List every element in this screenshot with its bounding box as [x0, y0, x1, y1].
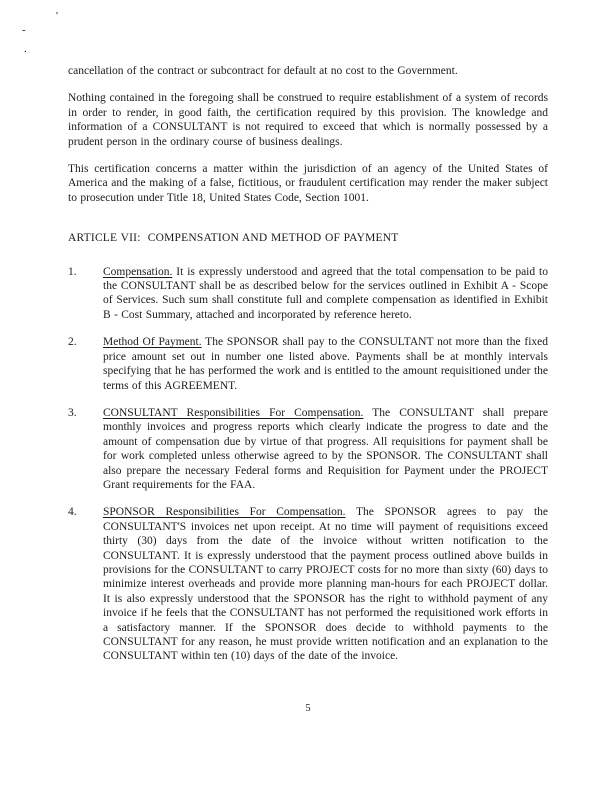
paragraph-certification: This certification concerns a matter within the jurisdiction of an agency of the United States of America and the making of a false, fictitious, or fraudulent certification may render the maker subject to prosecution under Title 18, United States Code, Section 1001.	[68, 163, 548, 204]
list-item-method-of-payment	[68, 335, 548, 393]
item-text: The CONSULTANT shall prepare monthly invoices and progress reports which clearly indicate the progress to date and the amount of compensation due by virtue of that progress. All requisitions for payment shall be for work completed unless otherwise agreed to by the SPONSOR. The CONSULTANT shall also prepare the necessary Federal forms and Requisition for Payment under the PROJECT Grant requirements for the FAA.	[103, 406, 548, 491]
scan-artifact: '	[56, 10, 58, 22]
page-number: 5	[305, 703, 311, 714]
item-number: 1.	[68, 265, 77, 278]
item-text: It is expressly understood and agreed that the total compensation to be paid to the CONSULTANT shall be as described below for the services outlined in Exhibit A - Scope of Services. Such sum shall constitute full and complete compensation as identified in Exhibit B - Cost Summary, attached and incorporated by reference hereto.	[103, 265, 548, 321]
article-heading: ARTICLE VII: COMPENSATION AND METHOD OF PAYMENT	[68, 232, 399, 245]
item-title: SPONSOR Responsibilities For Compensation.	[103, 506, 346, 519]
paragraph-records: Nothing contained in the foregoing shall be construed to require establishment of a system of records in order to render, in good faith, the certification required by this provision. The knowledge and information of a CONSULTANT is not required to exceed that which is normally possessed by a prudent person in the ordinary course of business dealings.	[68, 92, 548, 148]
item-title: Compensation.	[103, 265, 173, 278]
document-body	[68, 64, 548, 677]
item-number: 3.	[68, 406, 77, 419]
item-text: The SPONSOR agrees to pay the CONSULTANT'S invoices net upon receipt. At no time will payment of requisitions exceed thirty (30) days from the date of the invoice without written notification to the CONSULTANT. It is expressly understood that the payment process outlined above builds in provisions for the CONSULTANT to carry PROJECT costs for no more than sixty (60) days to minimize interest overheads and provide more planning man-hours for each PROJECT dollar. It is also expressly understood that the SPONSOR has the right to withhold payment of any invoice if he feels that the CONSULTANT has not performed the requisitioned work efforts in a satisfactory manner. If the SPONSOR does decide to withhold payments to the CONSULTANT for any reason, he must provide written notification and an explanation to the CONSULTANT within ten (10) days of the date of the invoice.	[103, 506, 548, 663]
item-body	[103, 335, 548, 393]
paragraph-cancellation: cancellation of the contract or subcontract for default at no cost to the Government.	[68, 65, 458, 77]
list-item-compensation	[68, 265, 548, 323]
item-body	[103, 505, 548, 663]
item-title: Method Of Payment.	[103, 336, 202, 349]
item-number: 4.	[68, 506, 77, 519]
item-text: The SPONSOR shall pay to the CONSULTANT not more than the fixed price amount set out in number one listed above. Payments shall be at monthly intervals specifying that he has performed the work and is entitled to the amount requisitioned under the terms of this AGREEMENT.	[103, 336, 548, 392]
scan-artifact: .	[24, 43, 27, 55]
item-body	[103, 406, 548, 492]
item-number: 2.	[68, 336, 77, 349]
list-item-sponsor-responsibilities	[68, 505, 548, 663]
item-title: CONSULTANT Responsibilities For Compensation.	[103, 406, 364, 419]
list-item-consultant-responsibilities	[68, 406, 548, 492]
item-body	[103, 265, 548, 323]
scan-artifact: -	[22, 24, 26, 36]
